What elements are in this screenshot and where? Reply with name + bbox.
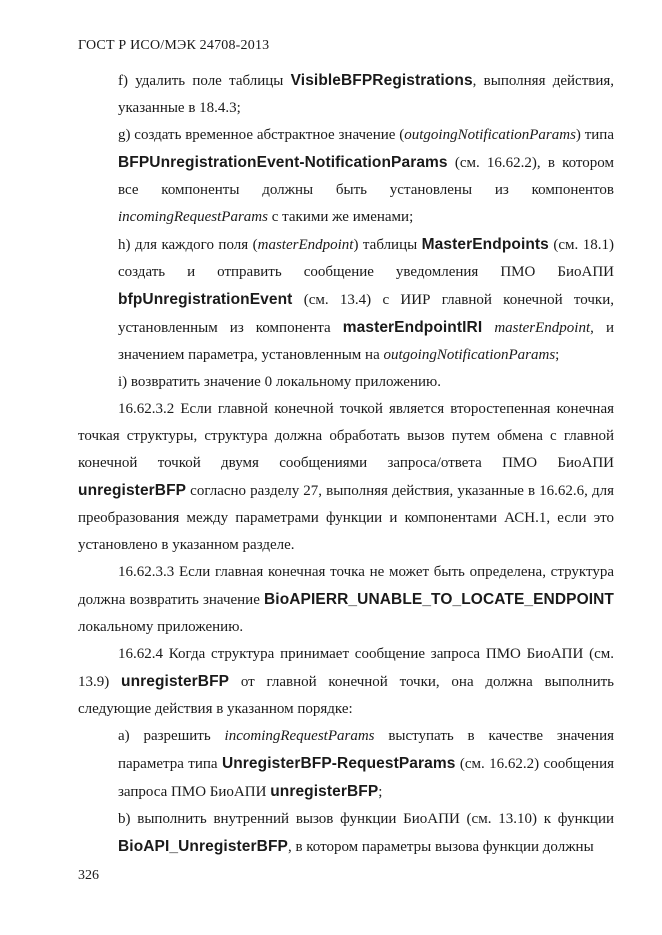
text-run: (см. 13.4) с ИИР главной конечной точки, установленным из компонента bbox=[118, 292, 614, 336]
text-run: ; bbox=[378, 784, 383, 800]
bold-identifier: UnregisterBFP-RequestParams bbox=[221, 755, 456, 772]
text-run: (см. 16.62.2) сообщения запроса ПМО БиоАПИ bbox=[118, 756, 615, 800]
text-run: i) возвратить значение 0 локальному приложению. bbox=[118, 374, 441, 390]
list-item bbox=[78, 67, 614, 122]
bold-identifier: unregisterBFP bbox=[78, 482, 187, 499]
text-run: b) выполнить внутренний вызов функции БиоАПИ (см. 13.10) к функции bbox=[118, 811, 614, 827]
bold-identifier: BioAPI_UnregisterBFP bbox=[118, 838, 288, 855]
italic-term: masterEndpoint bbox=[494, 320, 591, 336]
paragraph bbox=[78, 641, 614, 723]
text-run: , и значением параметра, установленным на bbox=[118, 320, 614, 363]
bold-identifier: masterEndpointIRI bbox=[342, 319, 483, 336]
bold-identifier: MasterEndpoints bbox=[421, 236, 549, 253]
text-run: , в котором параметры вызова функции должны bbox=[287, 839, 594, 855]
paragraph bbox=[78, 559, 614, 641]
bold-identifier: unregisterBFP bbox=[121, 673, 230, 690]
page-header: ГОСТ Р ИСО/МЭК 24708-2013 bbox=[78, 38, 270, 53]
text-run: 16.62.4 Когда структура принимает сообщение запроса ПМО БиоАПИ (см. 13.9) bbox=[78, 646, 614, 690]
bold-identifier: unregisterBFP bbox=[270, 783, 379, 800]
list-item bbox=[78, 369, 614, 396]
list-item bbox=[78, 723, 614, 806]
bold-identifier: BioAPIERR_UNABLE_TO_LOCATE_ENDPOINT bbox=[264, 591, 614, 608]
text-run: выступать в качестве значения параметра типа bbox=[118, 728, 614, 772]
text-run: ; bbox=[555, 347, 560, 363]
text-run bbox=[482, 320, 494, 336]
text-run: 16.62.3.2 Если главной конечной точкой является второстепенная конечная точкая структуры, структура должна обработать вызов путем обмена с главной конечной точкой двумя сообщениями запроса/ответа ПМО БиоАПИ bbox=[78, 401, 614, 471]
text-run: 16.62.3.3 Если главная конечная точка не может быть определена, структура должна возвратить значение bbox=[78, 564, 614, 608]
text-run: ) таблицы bbox=[353, 237, 422, 253]
list-item bbox=[78, 806, 614, 861]
text-run: a) разрешить bbox=[118, 728, 225, 744]
text-run: , выполняя действия, указанные в 18.4.3; bbox=[118, 73, 615, 116]
italic-term: outgoingNotificationParams bbox=[383, 347, 556, 363]
text-run: (см. 18.1) создать и отправить сообщение уведомления ПМО БиоАПИ bbox=[118, 237, 614, 280]
text-run: от главной конечной точки, она должна выполнить следующие действия в указанном порядке: bbox=[78, 674, 614, 717]
italic-term: incomingRequestParams bbox=[224, 728, 375, 744]
list-item bbox=[78, 122, 614, 231]
text-run: ) типа bbox=[575, 127, 614, 143]
italic-term: masterEndpoint bbox=[257, 237, 354, 253]
text-run: h) для каждого поля ( bbox=[118, 237, 258, 253]
text-run: с такими же именами; bbox=[267, 209, 414, 225]
italic-term: outgoingNotificationParams bbox=[404, 127, 576, 143]
text-run: f) удалить поле таблицы bbox=[118, 73, 291, 89]
text-run: (см. 16.62.2), в котором все компоненты должны быть установлены из компонентов bbox=[118, 155, 614, 198]
document-body bbox=[78, 67, 614, 861]
bold-identifier: BFPUnregistrationEvent-NotificationParams bbox=[118, 154, 448, 171]
list-item bbox=[78, 231, 614, 369]
italic-term: incomingRequestParams bbox=[118, 209, 268, 225]
bold-identifier: bfpUnregistrationEvent bbox=[118, 291, 293, 308]
text-run: локальному приложению. bbox=[78, 619, 244, 635]
paragraph bbox=[78, 396, 614, 559]
page-number: 326 bbox=[78, 868, 99, 883]
text-run: g) создать временное абстрактное значение ( bbox=[118, 127, 405, 143]
text-run: согласно разделу 27, выполняя действия, указанные в 16.62.6, для преобразования между параметрами функции и компонентами АСН.1, если это установлено в указанном разделе. bbox=[78, 483, 614, 553]
bold-identifier: VisibleBFPRegistrations bbox=[290, 72, 473, 89]
